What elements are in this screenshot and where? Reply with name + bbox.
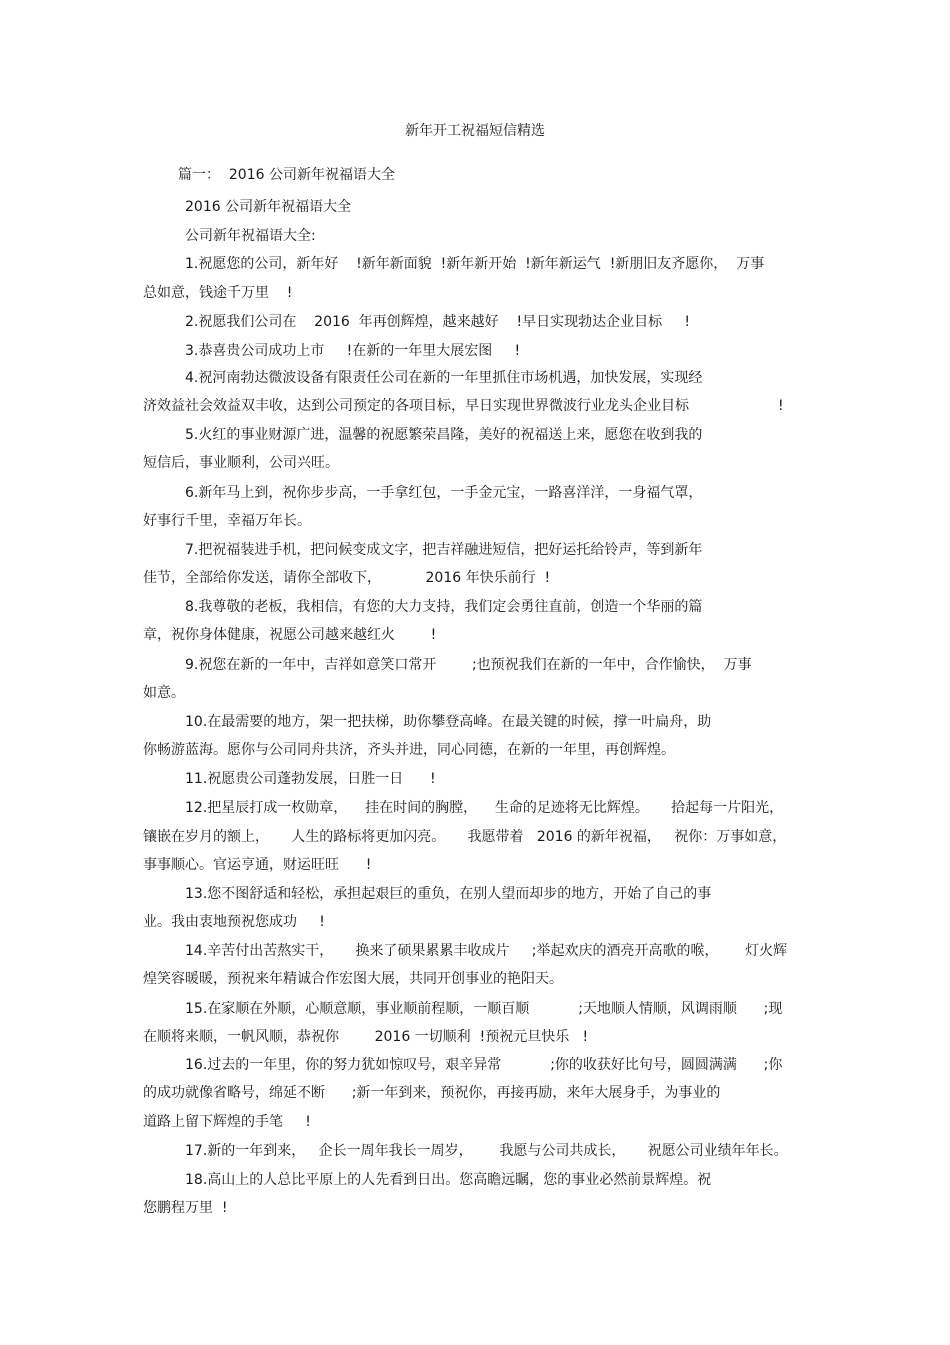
list-item-line: 4.祝河南勃达微波设备有限责任公司在新的一年里抓住市场机遇，加快发展，实现经: [185, 370, 703, 386]
list-item-line: 佳节，全部给你发送，请你全部收下， 2016 年快乐前行 !: [143, 570, 551, 586]
list-item-line: 9.祝您在新的一年中，吉祥如意笑口常开 ;也预祝我们在新的一年中，合作愉快， 万事: [185, 657, 752, 673]
list-item-line: 7.把祝福装进手机，把问候变成文字，把吉祥融进短信，把好运托给铃声，等到新年: [185, 542, 703, 558]
intro-line: 公司新年祝福语大全:: [185, 228, 316, 244]
list-item-line: 煌笑容暖暖，预祝来年精诚合作宏图大展，共同开创事业的艳阳天。: [143, 971, 563, 987]
list-item-line: 事事顺心。官运亨通，财运旺旺 !: [143, 857, 372, 873]
list-item-line: 您鹏程万里 !: [143, 1200, 228, 1216]
list-item-line: 18.高山上的人总比平原上的人先看到日出。您高瞻远瞩，您的事业必然前景辉煌。祝: [185, 1172, 712, 1188]
list-item-line: 3.恭喜贵公司成功上市 !在新的一年里大展宏图 !: [185, 343, 521, 359]
list-item-line: 14.辛苦付出苦熬实干， 换来了硕果累累丰收成片 ;举起欢庆的酒亮开高歌的喉， 灯火辉: [185, 943, 788, 959]
list-item-line: 1.祝愿您的公司，新年好 !新年新面貌 !新年新开始 !新年新运气 !新朋旧友齐愿你， 万事: [185, 256, 765, 272]
list-item-line: 业。我由衷地预祝您成功 !: [143, 914, 325, 930]
list-item-line: 5.火红的事业财源广进，温馨的祝愿繁荣昌隆，美好的祝福送上来，愿您在收到我的: [185, 427, 703, 443]
list-item-line: 总如意，钱途千万里 !: [143, 285, 293, 301]
list-item-line: 6.新年马上到，祝你步步高，一手拿红包，一手金元宝，一路喜洋洋，一身福气罩，: [185, 485, 703, 501]
document-title: 新年开工祝福短信精选: [405, 123, 545, 139]
list-item-line: 镶嵌在岁月的额上， 人生的路标将更加闪亮。 我愿带着 2016 的新年祝福， 祝你：万事如意，: [143, 829, 787, 845]
list-item-line: 12.把星辰打成一枚勋章， 挂在时间的胸膛， 生命的足迹将无比辉煌。 拾起每一片阳光，: [185, 800, 784, 816]
list-item-line: 11.祝愿贵公司蓬勃发展，日胜一日 !: [185, 771, 436, 787]
subheading: 2016 公司新年祝福语大全: [185, 199, 352, 215]
list-item-line: 2.祝愿我们公司在 2016 年再创辉煌，越来越好 !早日实现勃达企业目标 !: [185, 314, 690, 330]
list-item-line: 15.在家顺在外顺，心顺意顺，事业顺前程顺，一顺百顺 ;天地顺人情顺，风调雨顺 ;现: [185, 1001, 783, 1017]
list-item-line: 在顺将来顺，一帆风顺，恭祝你 2016 一切顺利 !预祝元旦快乐 !: [143, 1029, 589, 1045]
list-item-line: 道路上留下辉煌的手笔 !: [143, 1114, 311, 1130]
list-item-line: 13.您不图舒适和轻松，承担起艰巨的重负，在别人望而却步的地方，开始了自己的事: [185, 886, 712, 902]
section-heading: 篇一： 2016 公司新年祝福语大全: [178, 167, 395, 183]
list-item-line: 短信后，事业顺利，公司兴旺。: [143, 455, 339, 471]
list-item-line: 章，祝你身体健康，祝愿公司越来越红火 !: [143, 627, 437, 643]
list-item-line: 17.新的一年到来， 企长一周年我长一周岁， 我愿与公司共成长， 祝愿公司业绩年年长。: [185, 1143, 788, 1159]
list-item-line: 的成功就像省略号，绵延不断 ;新一年到来，预祝你，再接再励，来年大展身手，为事业的: [143, 1085, 721, 1101]
list-item-line: 16.过去的一年里，你的努力犹如惊叹号，艰辛异常 ;你的收获好比句号，圆圆满满 ;你: [185, 1057, 783, 1073]
list-item-line: 10.在最需要的地方，架一把扶梯，助你攀登高峰。在最关键的时候，撑一叶扁舟，助: [185, 714, 712, 730]
list-item-line: 如意。: [143, 685, 185, 701]
list-item-line: 好事行千里，幸福万年长。: [143, 513, 311, 529]
list-item-line: 济效益社会效益双丰收，达到公司预定的各项目标，早日实现世界微波行业龙头企业目标 !: [143, 398, 784, 414]
list-item-line: 你畅游蓝海。愿你与公司同舟共济，齐头并进，同心同德，在新的一年里，再创辉煌。: [143, 742, 675, 758]
list-item-line: 8.我尊敬的老板，我相信，有您的大力支持，我们定会勇往直前，创造一个华丽的篇: [185, 599, 703, 615]
